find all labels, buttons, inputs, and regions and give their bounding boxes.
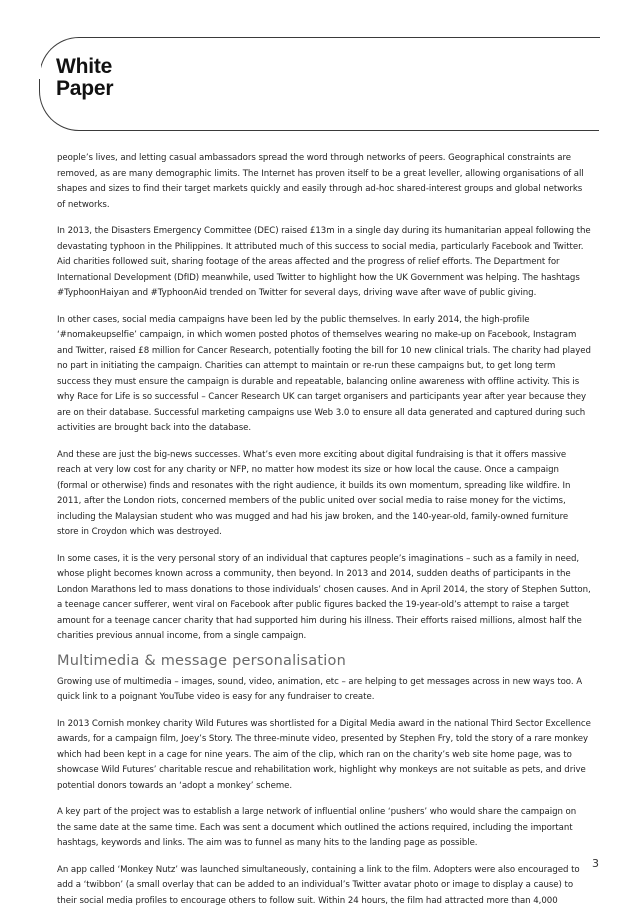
paragraph: A key part of the project was to establish a large network of influential online ‘pushers’ who would share the campaign on the same date at the same time. Each was sent a document which outlined the actions required, including the important hashtags, keywords and links. The aim was to funnel as many hits to the landing page as possible. bbox=[57, 807, 577, 848]
paragraph: Growing use of multimedia – images, sound, video, animation, etc – are helping to get messages across in new ways too. A quick link to a poignant YouTube video is easy for any fundraiser to create. bbox=[57, 676, 583, 702]
paragraph: In some cases, it is the very personal story of an individual that captures people’s imaginations – such as a family in need, whose plight becomes known across a community, then beyond. In 2013 and 2014, sudden deaths of participants in the London Marathons led to mass donations to those individuals’ chosen causes. And in April 2014, the story of Stephen Sutton, a teenage cancer sufferer, went viral on Facebook after public figures backed the 19-year-old’s attempt to raise a target amount for a teenage cancer charity that had supported him during his illness. Their efforts raised millions, almost half the charities previous annual income, from a single campaign. bbox=[57, 553, 591, 641]
section-heading: Multimedia & message personalisation bbox=[57, 652, 346, 669]
paragraph: In 2013 Cornish monkey charity Wild Futures was shortlisted for a Digital Media award in the national Third Sector Excellence awards, for a campaign film, Joey’s Story. The three-minute video, presented by Stephen Fry, told the story of a rare monkey which had been kept in a cage for nine years. The aim of the clip, which ran on the charity’s web site home page, was to showcase Wild Futures’ charitable rescue and rehabilitation work, highlight why monkeys are not suitable as pets, and drive potential donors towards an ‘adopt a monkey’ scheme. bbox=[57, 718, 591, 791]
paragraph: In other cases, social media campaigns have been led by the public themselves. In early 2014, the high-profile ‘#nomakeupselfie’ campaign, in which women posted photos of themselves wearing no make-up on Facebook, Instagram and Twitter, raised £8 million for Cancer Research, potentially footing the bill for 10 new clinical trials. The charity had played no part in initiating the campaign. Charities can attempt to maintain or re-run these campaigns but, to get long term success they must ensure the campaign is durable and repeatable, balancing online awareness with offline activity. This is why Race for Life is so successful – Cancer Research UK can target organisers and participants year after year because they are on their database. Successful marketing campaigns use Web 3.0 to ensure all data generated and captured during such activities are brought back into the database. bbox=[57, 314, 591, 433]
page-title: White Paper bbox=[56, 55, 114, 100]
paragraph: And these are just the big-news successes. What’s even more exciting about digital fundraising is that it offers massive reach at very low cost for any charity or NFP, no matter how modest its size or how local the cause. Once a campaign (formal or otherwise) finds and resonates with the right audience, it builds its own momentum, spreading like wildfire. In 2011, after the London riots, concerned members of the public united over social media to raise money for the victims, including the Malaysian student who was mugged and had his jaw broken, and the 140-year-old, family-owned furniture store in Croydon which was destroyed. bbox=[57, 449, 571, 537]
header-frame bbox=[39, 37, 599, 131]
body-text bbox=[57, 151, 591, 920]
page-number: 3 bbox=[592, 857, 599, 870]
paragraph: In 2013, the Disasters Emergency Committee (DEC) raised £13m in a single day during its humanitarian appeal following the devastating typhoon in the Philippines. It attributed much of this success to social media, particularly Facebook and Twitter. Aid charities followed suit, sharing footage of the areas affected and the progress of relief efforts. The Department for International Development (DfID) meanwhile, used Twitter to highlight how the UK Government was helping. The hashtags #TyphoonHaiyan and #TyphoonAid trended on Twitter for several days, driving wave after wave of public giving. bbox=[57, 226, 591, 298]
header-frame-top-line bbox=[80, 37, 600, 38]
header-frame-corner-mask bbox=[38, 37, 41, 79]
paragraph: An app called ‘Monkey Nutz’ was launched simultaneously, containing a link to the film. Adopters were also encouraged to add a ‘twibbon’ (a small overlay that can be added to an individual’s Twitter avatar photo or image to display a cause) to their social media profiles to encourage others to follow suit. Within 24 hours, the film had attracted more than 4,000 bbox=[57, 864, 580, 906]
paragraph: people’s lives, and letting casual ambassadors spread the word through networks of peers. Geographical constraints are removed, as are many demographic limits. The Internet has proven itself to be a great leveller, allowing organisations of all shapes and sizes to find their target markets quickly and easily through ad-hoc shared-interest groups and global networks of networks. bbox=[57, 153, 584, 210]
